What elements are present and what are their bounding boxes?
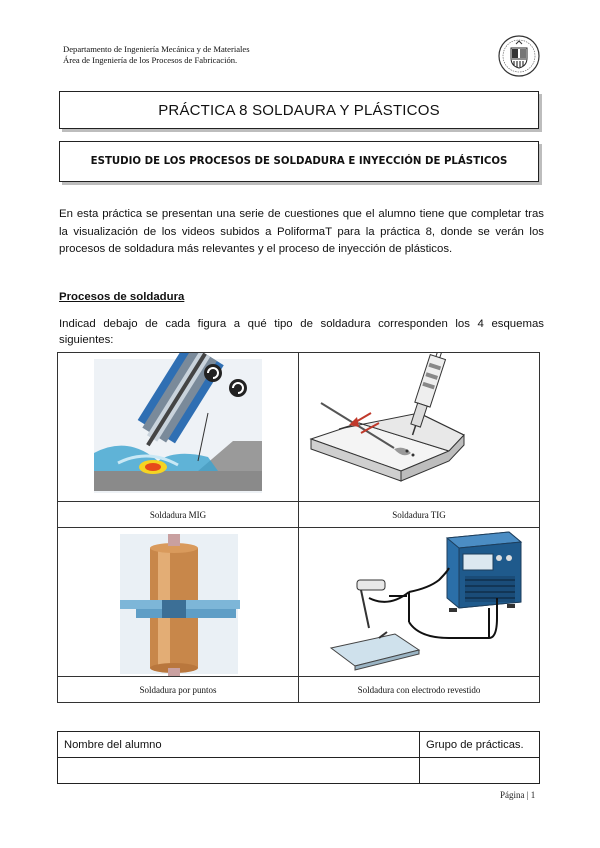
caption-spot: Soldadura por puntos <box>58 677 299 703</box>
group-field[interactable] <box>420 758 540 784</box>
name-field[interactable] <box>58 758 420 784</box>
electrode-welding-figure <box>299 528 539 676</box>
caption-electrode: Soldadura con electrodo revestido <box>299 677 540 703</box>
intro-paragraph: En esta práctica se presentan una serie de cuestiones que el alumno tiene que completar tras la visualización de los videos subidos a PoliformaT para la práctica 8, donde se verán los procesos de soldadura más relevantes y el proceso de inyección de plásticos. <box>59 208 544 256</box>
instructions-paragraph: Indicad debajo de cada figura a qué tipo de soldadura corresponden los 4 esquemas siguientes: <box>59 318 544 346</box>
spot-welding-figure <box>58 528 298 676</box>
figures-table <box>57 352 540 703</box>
page-subtitle: ESTUDIO DE LOS PROCESOS DE SOLDADURA E INYECCIÓN DE PLÁSTICOS <box>59 141 539 182</box>
section-heading: Procesos de soldadura <box>59 291 185 303</box>
figure-cell-spot <box>58 528 299 677</box>
mig-welding-figure <box>58 353 298 501</box>
page-number: Página | 1 <box>500 790 536 800</box>
university-seal-icon <box>497 34 541 78</box>
caption-tig: Soldadura TIG <box>299 502 540 528</box>
header-area: Área de Ingeniería de los Procesos de Fabricación. <box>63 55 238 65</box>
header-text <box>63 44 250 66</box>
page-title: PRÁCTICA 8 SOLDAURA Y PLÁSTICOS <box>59 91 539 129</box>
figure-cell-electrode <box>299 528 540 677</box>
figure-cell-tig <box>299 353 540 502</box>
caption-mig: Soldadura MIG <box>58 502 299 528</box>
student-form-table <box>57 731 540 784</box>
tig-welding-figure <box>299 353 539 501</box>
name-label: Nombre del alumno <box>58 732 420 758</box>
header-department: Departamento de Ingeniería Mecánica y de Materiales <box>63 44 250 54</box>
figure-cell-mig <box>58 353 299 502</box>
group-label: Grupo de prácticas. <box>420 732 540 758</box>
